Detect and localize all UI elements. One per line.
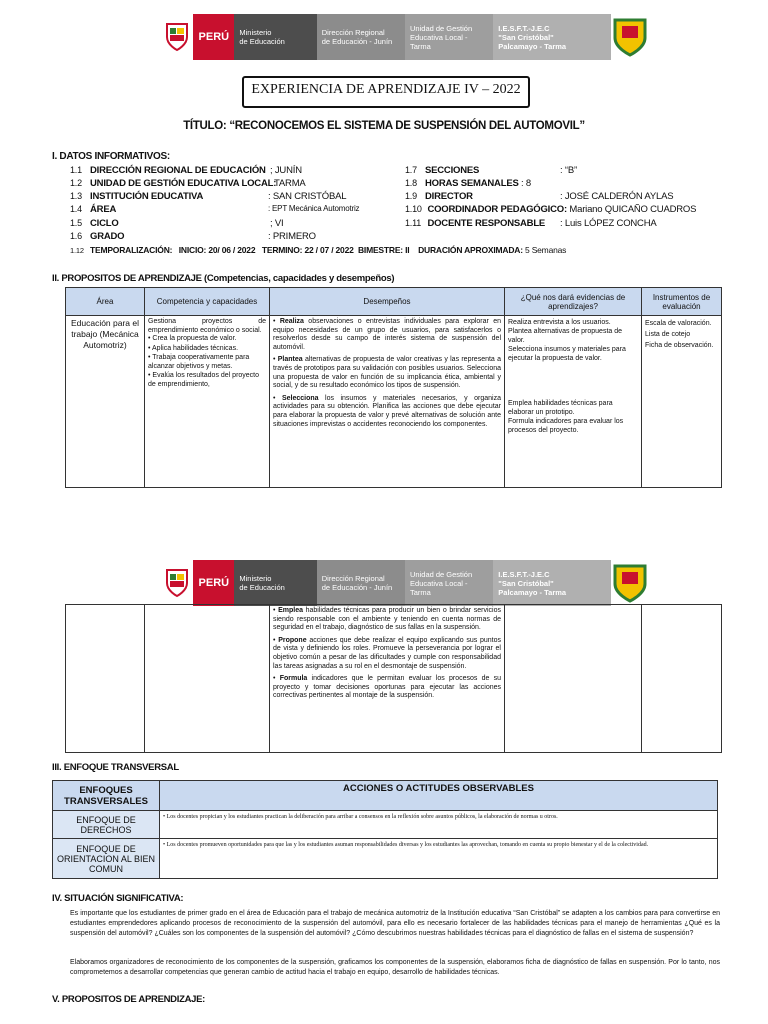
info-value-1-1: ; JUNÍN: [270, 165, 302, 176]
section-4-heading: IV. SITUACIÓN SIGNIFICATIVA:: [52, 893, 184, 904]
school-label: I.E.S.F.T.-J.E.C "San Cristóbal" Palcamayo - Tarma: [493, 560, 611, 606]
cell-evidencias: Realiza entrevista a los usuarios. Plantea alternativas de propuesta de valor. Selecciona insumos y materiales para ejecutar la propuesta de valor. Emplea habilidades técnicas para elaborar un prototipo. Formula indicadores para evaluar los procesos del proyecto.: [505, 316, 642, 488]
ministerio-label: Ministerio de Educación: [234, 560, 316, 606]
ministerio-label: Ministerio de Educación: [234, 14, 316, 60]
info-row-1-8: 1.8 HORAS SEMANALES : 8: [405, 178, 532, 189]
info-value-1-9: : JOSÉ CALDERÓN AYLAS: [560, 191, 674, 202]
section-1-heading: I. DATOS INFORMATIVOS:: [52, 151, 170, 162]
info-value-1-2: TARMA: [274, 178, 306, 189]
school-logo-icon: [611, 560, 650, 606]
school-label: I.E.S.F.T.-J.E.C "San Cristóbal" Palcamayo - Tarma: [493, 14, 611, 60]
info-value-1-7: : “B”: [560, 165, 577, 176]
cont-cell-competencia: [145, 605, 270, 753]
info-row-1-2: 1.2 UNIDAD DE GESTIÓN EDUCATIVA LOCAL:: [70, 178, 277, 189]
cont-cell-evidencias: [505, 605, 642, 753]
info-row-1-9: 1.9 DIRECTOR: [405, 191, 473, 202]
dre-label: Dirección Regional de Educación - Junín: [317, 14, 405, 60]
cont-cell-instrumentos: [642, 605, 722, 753]
section-3-heading: III. ENFOQUE TRANSVERSAL: [52, 762, 179, 773]
peru-label: PERÚ: [193, 560, 234, 606]
info-row-1-10: 1.10 COORDINADOR PEDAGÓGICO: Mariano QUICAÑO CUADROS: [405, 204, 697, 215]
info-row-1-3: 1.3 INSTITUCIÓN EDUCATIVA: [70, 191, 204, 202]
situation-paragraph-1: Es importante que los estudiantes de primer grado en el área de Educación para el trabajo de mecánica automotriz de la Institución educativa “San Cristóbal” se adapten a los cambios para para convertirse en estudiantes emprendedores aplicando procesos de reconocimiento de la suspensión del automóvil, para ello es necesario fortalecer de las habilidades técnicas para el manejo de herramientas ¿Qué es la suspensión del automóvil? ¿Cuáles son los componentes de la suspensión del automóvil? ¿Cómo descubrimos nuestras habilidades técnicas para el diagnóstico de fallas en el sistema de suspensión?: [70, 910, 720, 937]
col-acciones: ACCIONES O ACTITUDES OBSERVABLES: [160, 781, 718, 811]
page-title: TÍTULO: “RECONOCEMOS EL SISTEMA DE SUSPENSIÓN DEL AUTOMOVIL”: [183, 120, 585, 132]
enfoque-derechos-text: • Los docentes propician y los estudiantes practican la deliberación para arribar a consensos en la reflexión sobre asuntos públicos, la elaboración de normas u otros.: [160, 811, 718, 839]
info-row-1-5: 1.5 CICLO: [70, 218, 119, 229]
info-row-1-7: 1.7 SECCIONES: [405, 165, 480, 176]
cell-instrumentos: Escala de valoración. Lista de cotejo Ficha de observación.: [642, 316, 722, 488]
purposes-table: [65, 287, 722, 488]
info-value-1-5: ; VI: [270, 218, 284, 229]
ugel-label: Unidad de Gestión Educativa Local - Tarma: [405, 560, 493, 606]
col-evidencias: ¿Qué nos dará evidencias de aprendizajes?: [505, 288, 642, 316]
dre-label: Dirección Regional de Educación - Junín: [317, 560, 405, 606]
school-logo-icon: [611, 14, 650, 60]
cont-cell-desempenos: • Emplea habilidades técnicas para producir un bien o brindar servicios siendo responsable con el ambiente y teniendo en cuenta normas de seguridad en el trabajo, diagnóstico de sus fallas en la suspensión. • Propone acciones que debe realizar el equipo explicando sus puntos de vista y definiendo los roles. Promueve la perseverancia por lograr el objetivo común a pesar de las dificultades y cumple con responsabilidad las tareas asignadas a su rol en el desmontaje de suspensión. • Formula indicadores que le permitan evaluar los procesos de su proyecto y tomar decisiones oportunas para ejecutar las acciones correctivas pertinentes al montaje de la suspensión.: [270, 605, 505, 753]
section-5-heading: V. PROPOSITOS DE APRENDIZAJE:: [52, 994, 206, 1005]
info-value-1-4: : EPT Mecánica Automotriz: [268, 204, 360, 213]
peru-label: PERÚ: [193, 14, 234, 60]
section-2-heading: II. PROPOSITOS DE APRENDIZAJE (Competencias, capacidades y desempeños): [52, 273, 395, 284]
temporalization-row: 1.12 TEMPORALIZACIÓN: INICIO: 20/ 06 / 2022 TERMINO: 22 / 07 / 2022 BIMESTRE: II DURACIÓN APROXIMADA: 5 Semanas: [70, 245, 567, 255]
enfoque-bien-comun-text: • Los docentes promueven oportunidades para que las y los estudiantes asuman responsabilidades diversas y los estudiantes las aprovechan, tomando en cuenta su propio bienestar y el de la colectividad.: [160, 839, 718, 879]
col-competencia: Competencia y capacidades: [145, 288, 270, 316]
purposes-table-continued: [65, 604, 722, 753]
info-row-1-11: 1.11 DOCENTE RESPONSABLE: [405, 218, 546, 229]
info-row-1-1: 1.1 DIRECCIÓN REGIONAL DE EDUCACIÓN: [70, 165, 266, 176]
peru-coat-of-arms-icon: [160, 560, 193, 606]
col-enfoques: ENFOQUES TRANSVERSALES: [53, 781, 160, 811]
situation-paragraph-2: Elaboramos organizadores de reconocimiento de los componentes de la suspensión, graficamos los componentes de la suspensión, elaboramos ficha de diagnóstico de fallas en suspensión. Por lo tanto, nos comprometemos a desarrollar competencias que generan cambio de actitud hacia el trabajo en equipo, desarrollo de habilidades técnicas.: [70, 959, 720, 976]
header-banner: [160, 14, 650, 60]
info-row-1-6: 1.6 GRADO: [70, 231, 125, 242]
info-row-1-4: 1.4 ÁREA: [70, 204, 117, 215]
col-instrumentos: Instrumentos de evaluación: [642, 288, 722, 316]
col-desempenos: Desempeños: [270, 288, 505, 316]
cell-desempenos: • Realiza observaciones o entrevistas individuales para explorar en equipo necesidades de un grupo de usuarios, para satisfacerlos o resolverlos desde su campo de interés sistema de suspensión del automóvil. • Plantea alternativas de propuesta de valor creativas y las representa a través de prototipos para su validación con posibles usuarios. Selecciona una propuesta de valor en función de su implicancia ética, ambiental y social, y de su resultado económico los tipos de suspensión. • Selecciona los insumos y materiales necesarios, y organiza actividades para su obtención. Planifica las acciones que debe ejecutar para elaborar la propuesta de valor y prevé alternativas de solución ante situaciones imprevistas o accidentes reconociendo los componentes.: [270, 316, 505, 488]
transversal-table: [52, 780, 718, 879]
peru-coat-of-arms-icon: [160, 14, 193, 60]
info-value-1-6: : PRIMERO: [268, 231, 316, 242]
info-value-1-11: : Luis LÓPEZ CONCHA: [560, 218, 657, 229]
experience-title-box: EXPERIENCIA DE APRENDIZAJE IV – 2022: [242, 76, 530, 108]
enfoque-bien-comun-label: ENFOQUE DE ORIENTACION AL BIEN COMUN: [53, 839, 160, 879]
enfoque-derechos-label: ENFOQUE DE DERECHOS: [53, 811, 160, 839]
cell-competencia: Gestiona proyectos de emprendimiento económico o social. • Crea la propuesta de valor. • Aplica habilidades técnicas. • Trabaja cooperativamente para alcanzar objetivos y metas. • Evalúa los resultados del proyecto de emprendimiento,: [145, 316, 270, 488]
cell-area: Educación para el trabajo (Mecánica Automotriz): [66, 316, 145, 488]
info-value-1-3: : SAN CRISTÓBAL: [268, 191, 347, 202]
col-area: Área: [66, 288, 145, 316]
cont-cell-area: [66, 605, 145, 753]
header-banner-page-2: [160, 560, 650, 606]
ugel-label: Unidad de Gestión Educativa Local - Tarma: [405, 14, 493, 60]
